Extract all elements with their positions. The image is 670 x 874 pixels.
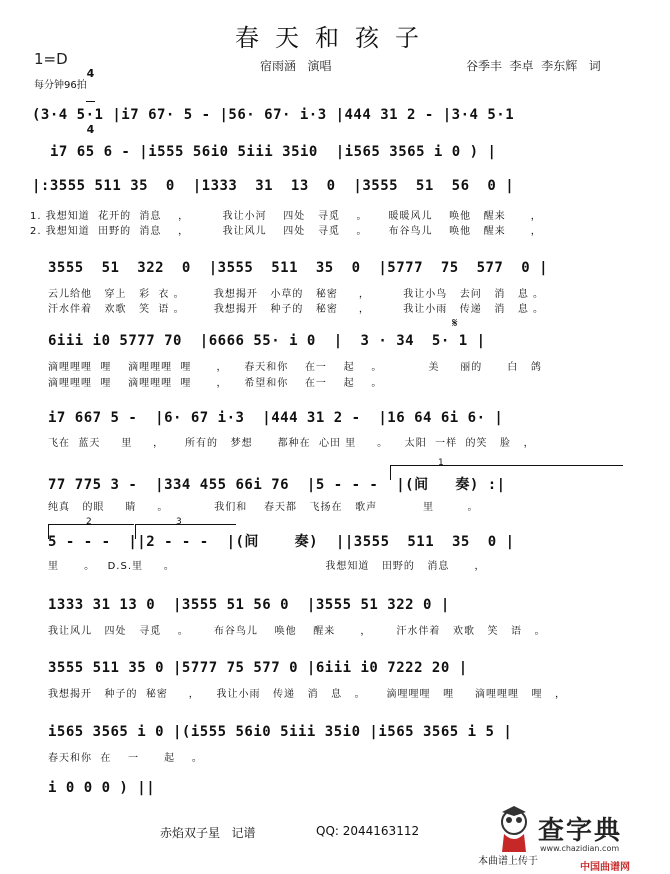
- score-row-4: 3555 51 322 0 |3555 511 35 0 |5777 75 577 0 |: [48, 260, 549, 276]
- meter-bottom: 4: [86, 123, 95, 136]
- score-row-8: 5 - - - ||2 - - - |(间 奏) ||3555 511 35 0 |: [48, 534, 515, 550]
- segno-sign: 𝄋: [452, 316, 458, 331]
- volta-bracket-1: [390, 465, 623, 480]
- volta-number-3: 3: [176, 517, 182, 527]
- lyrics-row-4-verse-1: 云儿给他 穿上 彩 衣 。 我想揭开 小草的 秘密 ， 我让小鸟 去问 消 息 。: [48, 289, 545, 300]
- song-title: 春天和孩子: [235, 24, 435, 52]
- lyrics-row-10: 我想揭开 种子的 秘密 ， 我让小雨 传递 消 息 。 滴哩哩哩 哩 滴哩哩哩 哩 ，: [48, 689, 567, 700]
- lyrics-row-3-verse-1: 1. 我想知道 花开的 消息 ， 我让小河 四处 寻觅 。 暖暖风儿 唤他 醒来 ，: [30, 211, 542, 222]
- score-row-12: i 0 0 0 ) ||: [48, 780, 156, 796]
- logo-subtitle: 中国曲谱网: [580, 862, 630, 873]
- score-row-11: i565 3565 i 0 |(i555 56i0 5iii 35i0 |i565 3565 i 5 |: [48, 724, 513, 740]
- lyrics-row-8: 里 。 D.S.里 。 我想知道 田野的 消息 ，: [48, 561, 486, 572]
- score-row-2: i7 65 6 - |i555 56i0 5iii 35i0 |i565 3565 i 0 ) |: [50, 144, 497, 160]
- volta-number-1: 1: [438, 458, 444, 468]
- score-row-10: 3555 511 35 0 |5777 75 577 0 |6iii i0 7222 20 |: [48, 660, 468, 676]
- mascot-icon: [492, 804, 536, 856]
- lyrics-row-5-verse-1: 滴哩哩哩 哩 滴哩哩哩 哩 ， 春天和你 在一 起 。 美 丽的 白 鸽: [48, 362, 542, 373]
- qq-contact: QQ: 2044163112: [316, 824, 420, 838]
- tempo-marking: 每分钟96拍: [34, 80, 87, 91]
- transcriber-credit: 赤焰双子星 记谱: [160, 826, 256, 840]
- score-row-9: 1333 31 13 0 |3555 51 56 0 |3555 51 322 0 |: [48, 597, 450, 613]
- time-signature: [86, 46, 95, 146]
- chazidian-logo[interactable]: [490, 800, 665, 873]
- logo-text: 查字典: [538, 816, 623, 846]
- score-row-6: i7 667 5 - |6· 67 i·3 |444 31 2 - |16 64 6i 6· |: [48, 410, 504, 426]
- lyrics-row-5-verse-2: 滴哩哩哩 哩 滴哩哩哩 哩 ， 希望和你 在一 起 。: [48, 378, 383, 389]
- upload-note: 本曲谱上传于: [478, 856, 538, 867]
- logo-site: www.chazidian.com: [540, 844, 620, 853]
- volta-number-2: 2: [86, 517, 92, 527]
- lyrics-row-3-verse-2: 2. 我想知道 田野的 消息 ， 我让风儿 四处 寻觅 。 布谷鸟儿 唤他 醒来 ，: [30, 226, 542, 237]
- meter-line: [86, 101, 95, 102]
- lyrics-row-4-verse-2: 汗水伴着 欢歌 笑 语 。 我想揭开 种子的 秘密 ， 我让小雨 传递 消 息 。: [48, 304, 545, 315]
- volta-bracket-3: [135, 524, 236, 539]
- lyrics-row-9: 我让风儿 四处 寻觅 。 布谷鸟儿 唤他 醒来 ， 汗水伴着 欢歌 笑 语 。: [48, 626, 546, 637]
- lyricist-credit: 谷季丰 李卓 李东辉 词: [466, 59, 601, 73]
- meter-top: 4: [86, 67, 95, 80]
- singer-credit: 宿雨涵 演唱: [260, 59, 332, 73]
- score-row-1: (3·4 5·1 |i7 67· 5 - |56· 67· i·3 |444 31 2 - |3·4 5·1: [32, 107, 515, 123]
- score-row-3: |:3555 511 35 0 |1333 31 13 0 |3555 51 56 0 |: [32, 178, 515, 194]
- key-signature: 1=D: [34, 50, 68, 68]
- lyrics-row-7: 纯真 的眼 睛 。 我们和 春天都 飞扬在 歌声 里 。: [48, 502, 479, 513]
- score-row-5: 6iii i0 5777 70 |6666 55· i 0 | 3 · 34 5· 1 |: [48, 333, 486, 349]
- lyrics-row-11: 春天和你 在 一 起 。: [48, 753, 203, 764]
- score-row-7: 77 775 3 - |334 455 66i 76 |5 - - - |(间 奏) :|: [48, 477, 506, 493]
- lyrics-row-6: 飞在 蓝天 里 ， 所有的 梦想 都种在 心田 里 。 太阳 一样 的笑 脸 ，: [48, 438, 535, 449]
